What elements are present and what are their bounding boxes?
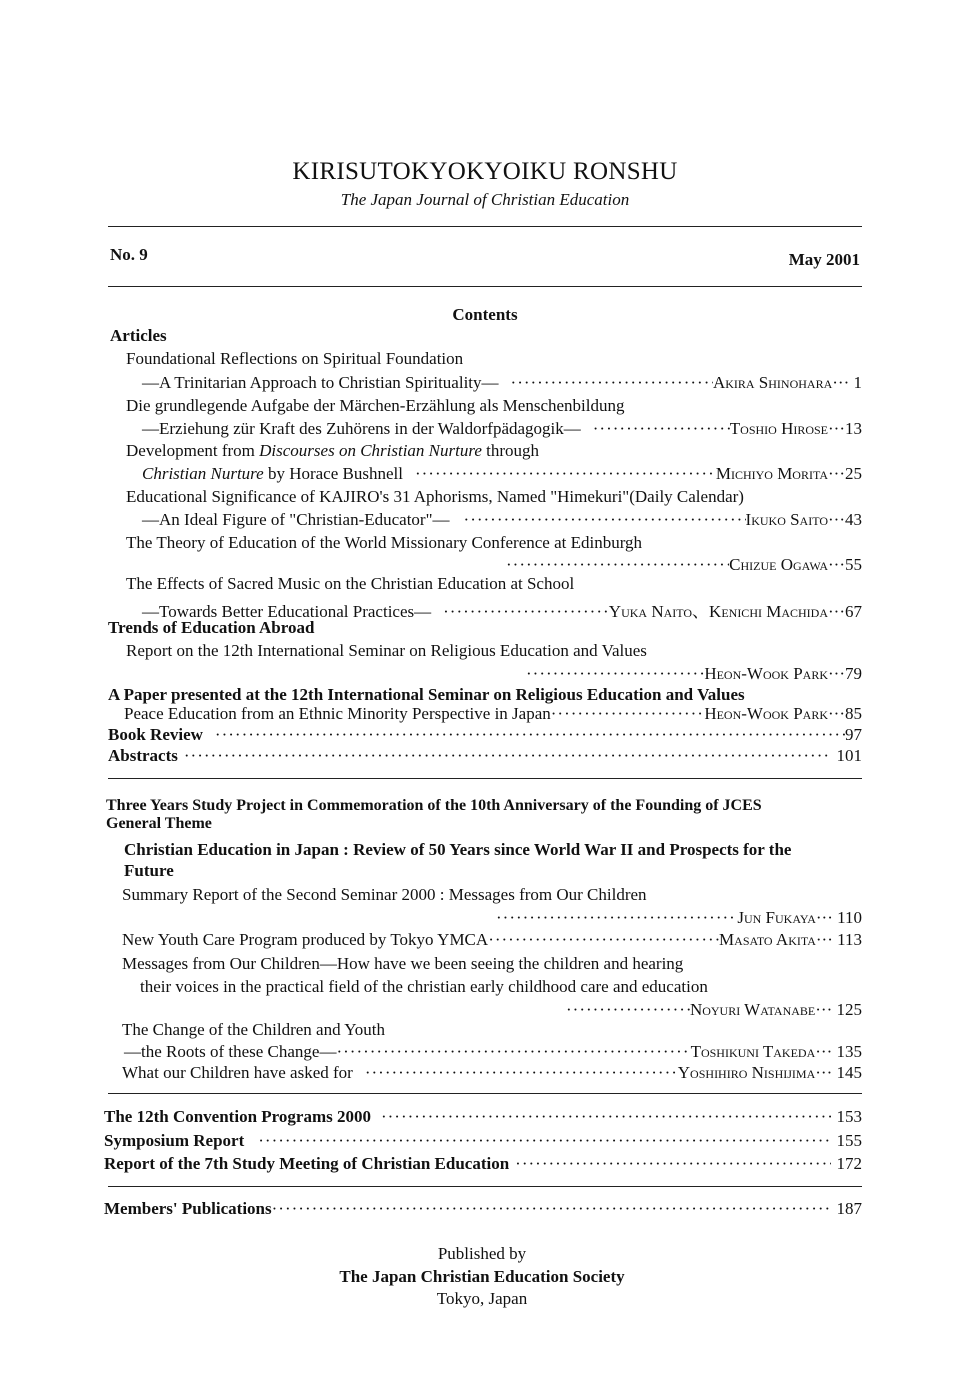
entry-page: 153 — [836, 1107, 862, 1126]
entry-subtitle: —An Ideal Figure of "Christian-Educator"— — [142, 510, 450, 529]
entry-page: ···85 — [828, 704, 862, 723]
leader-dots — [593, 419, 730, 439]
leader-dots — [443, 602, 609, 622]
divider — [108, 286, 862, 287]
leader-dots — [272, 1199, 831, 1219]
divider — [108, 226, 862, 227]
entry-title: New Youth Care Program produced by Tokyo YMCA — [122, 930, 489, 949]
theme-title: Future — [124, 861, 174, 880]
leader-dots — [336, 1042, 690, 1062]
entry-title: Abstracts — [108, 746, 178, 765]
toc-entry[interactable] — [142, 464, 862, 486]
entry-title: The Effects of Sacred Music on the Christian Education at School — [126, 574, 575, 593]
entry-author: Masato Akita — [719, 930, 816, 949]
entry-title: The 12th Convention Programs 2000 — [104, 1107, 371, 1126]
entry-title: What our Children have asked for — [122, 1063, 353, 1082]
section-articles: Articles — [110, 326, 167, 345]
publisher: The Japan Christian Education Society — [339, 1267, 625, 1286]
section-trends: Trends of Education Abroad — [108, 618, 315, 637]
leader-dots — [566, 1000, 690, 1020]
entry-title: The Theory of Education of the World Missionary Conference at Edinburgh — [126, 533, 643, 552]
toc-entry[interactable] — [142, 419, 862, 441]
entry-page: ··· 125 — [815, 1000, 862, 1019]
section-general-theme: General Theme — [106, 815, 212, 832]
entry-subtitle: —Erziehung zür Kraft des Zuhörens in der Waldorfpädagogik— — [142, 419, 581, 438]
entry-title: Die grundlegende Aufgabe der Märchen-Erzählung als Menschenbildung — [126, 396, 625, 415]
entry-subtitle: —the Roots of these Change— — [124, 1042, 337, 1061]
published-by: Published by — [437, 1244, 527, 1263]
entry-subtitle: Christian Nurture by Horace Bushnell — [142, 464, 403, 483]
leader-dots — [184, 746, 831, 766]
entry-page: 172 — [836, 1154, 862, 1173]
toc-entry[interactable] — [104, 1154, 862, 1176]
entry-page: ···43 — [828, 510, 862, 529]
entry-title: Development from Discourses on Christian Nurture through — [126, 441, 540, 460]
leader-dots — [511, 373, 713, 393]
toc-entry[interactable] — [142, 510, 862, 532]
entry-title: Peace Education from an Ethnic Minority Perspective in Japan — [124, 704, 551, 723]
leader-dots — [365, 1063, 678, 1083]
leader-dots — [515, 1154, 830, 1174]
issue-date: May 2001 — [788, 250, 860, 269]
entry-author: Chizue Ogawa — [729, 555, 829, 574]
leader-dots — [526, 664, 704, 684]
entry-subtitle: —A Trinitarian Approach to Christian Spirituality— — [142, 373, 499, 392]
toc-entry[interactable] — [122, 930, 862, 952]
entry-page: ··· 1 — [832, 373, 862, 392]
entry-title: Members' Publications — [104, 1199, 272, 1218]
issue-number: No. 9 — [110, 245, 148, 264]
leader-dots — [381, 1107, 831, 1127]
leader-dots — [551, 704, 705, 724]
toc-entry[interactable] — [104, 1107, 862, 1129]
leader-dots — [506, 555, 729, 575]
toc-entry[interactable] — [526, 664, 862, 686]
entry-title: Educational Significance of KAJIRO's 31 Aphorisms, Named "Himekuri"(Daily Calendar) — [126, 487, 744, 506]
toc-entry[interactable] — [108, 725, 862, 747]
toc-entry[interactable] — [108, 746, 862, 768]
entry-page: ···79 — [828, 664, 862, 683]
entry-title: Report of the 7th Study Meeting of Christian Education — [104, 1154, 510, 1173]
entry-author: Ikuko Saito — [745, 510, 829, 529]
section-project: Three Years Study Project in Commemoration of the 10th Anniversary of the Founding of JCES — [106, 797, 762, 814]
leader-dots — [488, 930, 719, 950]
entry-author: Noyuri Watanabe — [689, 1000, 816, 1019]
entry-subtitle: their voices in the practical field of the christian early childhood care and education — [140, 977, 708, 996]
divider — [108, 1186, 862, 1187]
entry-title: The Change of the Children and Youth — [122, 1020, 385, 1039]
theme-title: Christian Education in Japan : Review of 50 Years since World War II and Prospects for the — [124, 840, 792, 859]
entry-page: ···67 — [828, 602, 862, 621]
entry-page: ··· 145 — [815, 1063, 862, 1082]
leader-dots — [496, 908, 737, 928]
entry-author: Yuka Naito、Kenichi Machida — [608, 602, 829, 621]
entry-author: Heon-Wook Park — [704, 664, 829, 683]
entry-page: ···25 — [828, 464, 862, 483]
entry-title: Foundational Reflections on Spiritual Foundation — [126, 349, 464, 368]
entry-author: Michiyo Morita — [715, 464, 829, 483]
leader-dots — [415, 464, 716, 484]
leader-dots — [215, 725, 845, 745]
entry-page: ··· 110 — [815, 908, 862, 927]
leader-dots — [258, 1131, 830, 1151]
entry-page: 187 — [836, 1199, 862, 1218]
entry-title: Summary Report of the Second Seminar 2000 : Messages from Our Children — [122, 885, 647, 904]
entry-title: Messages from Our Children—How have we been seeing the children and hearing — [122, 954, 684, 973]
entry-page: ···13 — [828, 419, 862, 438]
toc-entry[interactable] — [122, 1063, 862, 1085]
entry-subtitle: —Towards Better Educational Practices— — [142, 602, 432, 621]
entry-page: ··· 135 — [815, 1042, 862, 1061]
entry-page: 97 — [845, 725, 862, 744]
entry-page: ···55 — [828, 555, 862, 574]
toc-entry[interactable] — [566, 1000, 862, 1022]
entry-author: Akira Shinohara — [712, 373, 833, 392]
toc-entry[interactable] — [124, 704, 862, 726]
toc-entry[interactable] — [142, 597, 862, 619]
leader-dots — [464, 510, 746, 530]
divider — [108, 778, 862, 779]
section-paper: A Paper presented at the 12th International Seminar on Religious Education and Values — [108, 685, 745, 704]
publisher-place: Tokyo, Japan — [436, 1289, 528, 1308]
toc-entry[interactable] — [104, 1131, 862, 1153]
contents-heading: Contents — [452, 305, 518, 324]
entry-title: Report on the 12th International Seminar on Religious Education and Values — [126, 641, 647, 660]
entry-author: Toshikuni Takeda — [690, 1042, 816, 1061]
journal-subtitle: The Japan Journal of Christian Education — [340, 190, 630, 209]
entry-author: Heon-Wook Park — [704, 704, 829, 723]
toc-entry[interactable] — [104, 1199, 862, 1221]
toc-entry[interactable] — [496, 908, 862, 930]
divider — [108, 1093, 862, 1094]
entry-title: Symposium Report — [104, 1131, 245, 1150]
entry-page: 155 — [836, 1131, 862, 1150]
entry-author: Jun Fukaya — [737, 908, 816, 927]
entry-author: Toshio Hirose — [729, 419, 829, 438]
toc-entry[interactable] — [142, 373, 862, 395]
entry-page: 101 — [836, 746, 862, 765]
toc-entry[interactable] — [124, 1042, 862, 1064]
entry-page: ··· 113 — [815, 930, 862, 949]
entry-title: Book Review — [108, 725, 203, 744]
entry-author: Yoshihiro Nishijima — [677, 1063, 816, 1082]
journal-title: KIRISUTOKYOKYOIKU RONSHU — [292, 158, 678, 185]
